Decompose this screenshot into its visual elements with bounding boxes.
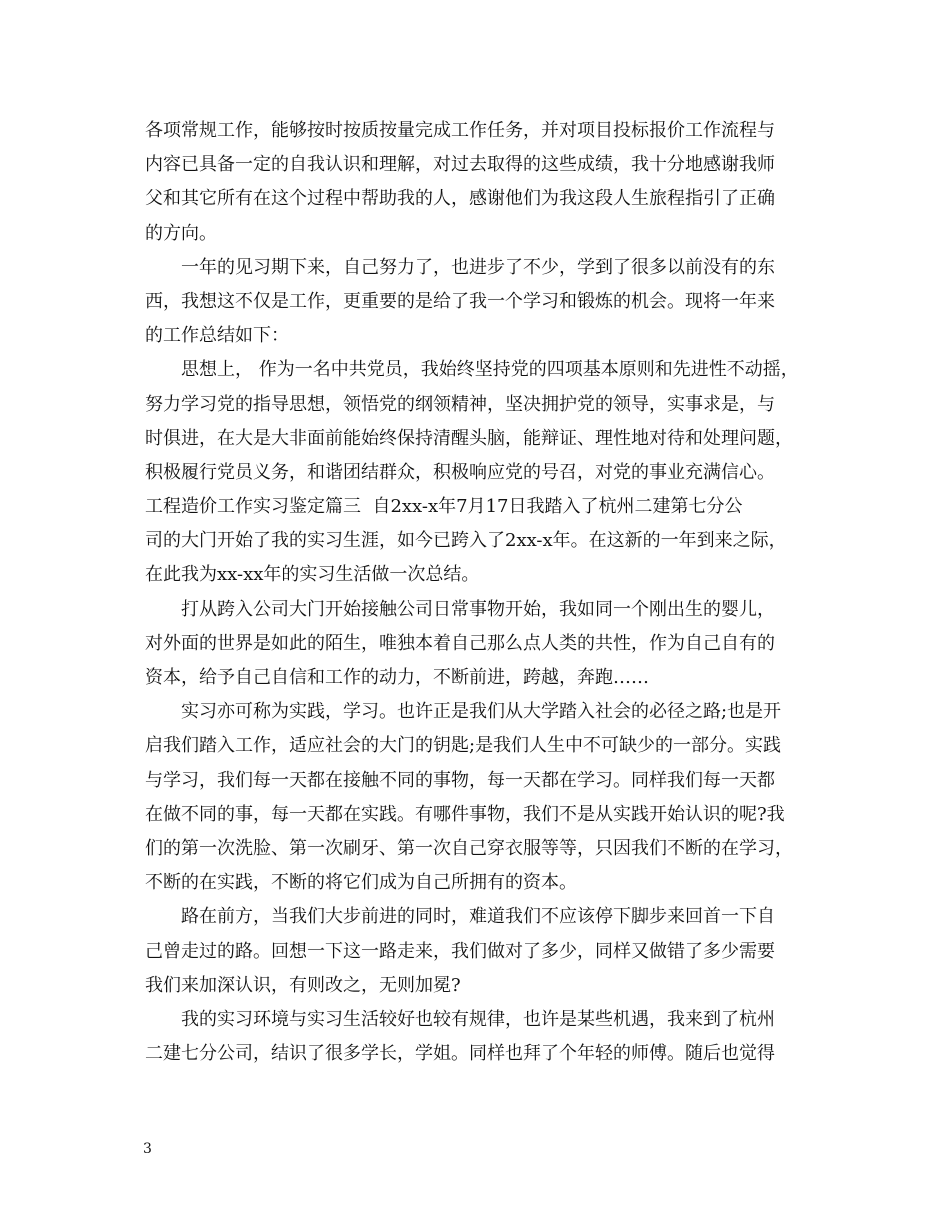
text-line: 对外面的世界是如此的陌生，唯独本着自己那么点人类的共性，作为自己自有的 (145, 632, 775, 654)
text-line: 时俱进，在大是大非面前能始终保持清醒头脑，能辩证、理性地对待和处理问题， (145, 427, 793, 449)
text-line: 二建七分公司，结识了很多学长，学姐。同样也拜了个年轻的师傅。随后也觉得 (145, 1043, 775, 1065)
text-line: 我的实习环境与实习生活较好也较有规律，也许是某些机遇，我来到了杭州 (181, 1008, 775, 1030)
text-line: 与学习，我们每一天都在接触不同的事物，每一天都在学习。同样我们每一天都 (145, 769, 775, 791)
text-line: 的方向。 (145, 222, 217, 244)
text-line: 西，我想这不仅是工作，更重要的是给了我一个学习和锻炼的机会。现将一年来 (145, 290, 775, 312)
text-line: 资本，给予自己自信和工作的动力，不断前进，跨越，奔跑…… (145, 667, 649, 688)
text-line: 各项常规工作，能够按时按质按量完成工作任务，并对项目投标报价工作流程与 (145, 120, 775, 141)
text-line: 司的大门开始了我的实习生涯，如今已跨入了2xx-x年。在这新的一年到来之际， (145, 530, 787, 552)
text-line: 积极履行党员义务，和谐团结群众，积极响应党的号召，对党的事业充满信心。 (145, 461, 775, 483)
text-line: 打从跨入公司大门开始接触公司日常事物开始，我如同一个刚出生的婴儿， (181, 598, 775, 620)
text-line: 路在前方，当我们大步前进的同时，难道我们不应该停下脚步来回首一下自 (181, 906, 775, 928)
text-line: 不断的在实践，不断的将它们成为自己所拥有的资本。 (145, 872, 577, 894)
text-line: 的工作总结如下： (145, 325, 289, 347)
text-line: 启我们踏入工作，适应社会的大门的钥匙;是我们人生中不可缺少的一部分。实践 (145, 735, 782, 757)
text-line: 在做不同的事，每一天都在实践。有哪件事物，我们不是从实践开始认识的呢?我 (145, 803, 785, 825)
text-line: 在此我为xx-xx年的实习生活做一次总结。 (145, 564, 480, 586)
text-line: 内容已具备一定的自我认识和理解，对过去取得的这些成绩，我十分地感谢我师 (145, 154, 775, 176)
text-line: 父和其它所有在这个过程中帮助我的人，感谢他们为我这段人生旅程指引了正确 (145, 188, 775, 210)
text-line: 思想上， 作为一名中共党员，我始终坚持党的四项基本原则和先进性不动摇， (181, 359, 799, 381)
page-number: 3 (143, 1141, 152, 1157)
text-line: 己曾走过的路。回想一下这一路走来，我们做对了多少，同样又做错了多少需要 (145, 940, 775, 962)
text-line: 实习亦可称为实践，学习。也许正是我们从大学踏入社会的必径之路;也是开 (181, 701, 782, 723)
text-line: 一年的见习期下来，自己努力了，也进步了不少，学到了很多以前没有的东 (181, 256, 775, 278)
text-line: 我们来加深认识，有则改之，无则加冕? (145, 974, 461, 996)
text-line: 努力学习党的指导思想，领悟党的纲领精神，坚决拥护党的领导，实事求是，与 (145, 393, 775, 415)
text-line: 工程造价工作实习鉴定篇三 自2xx-x年7月17日我踏入了杭州二建第七分公 (145, 496, 743, 518)
body-text (145, 114, 825, 1071)
text-line: 们的第一次洗脸、第一次刷牙、第一次自己穿衣服等等，只因我们不断的在学习， (145, 837, 793, 859)
